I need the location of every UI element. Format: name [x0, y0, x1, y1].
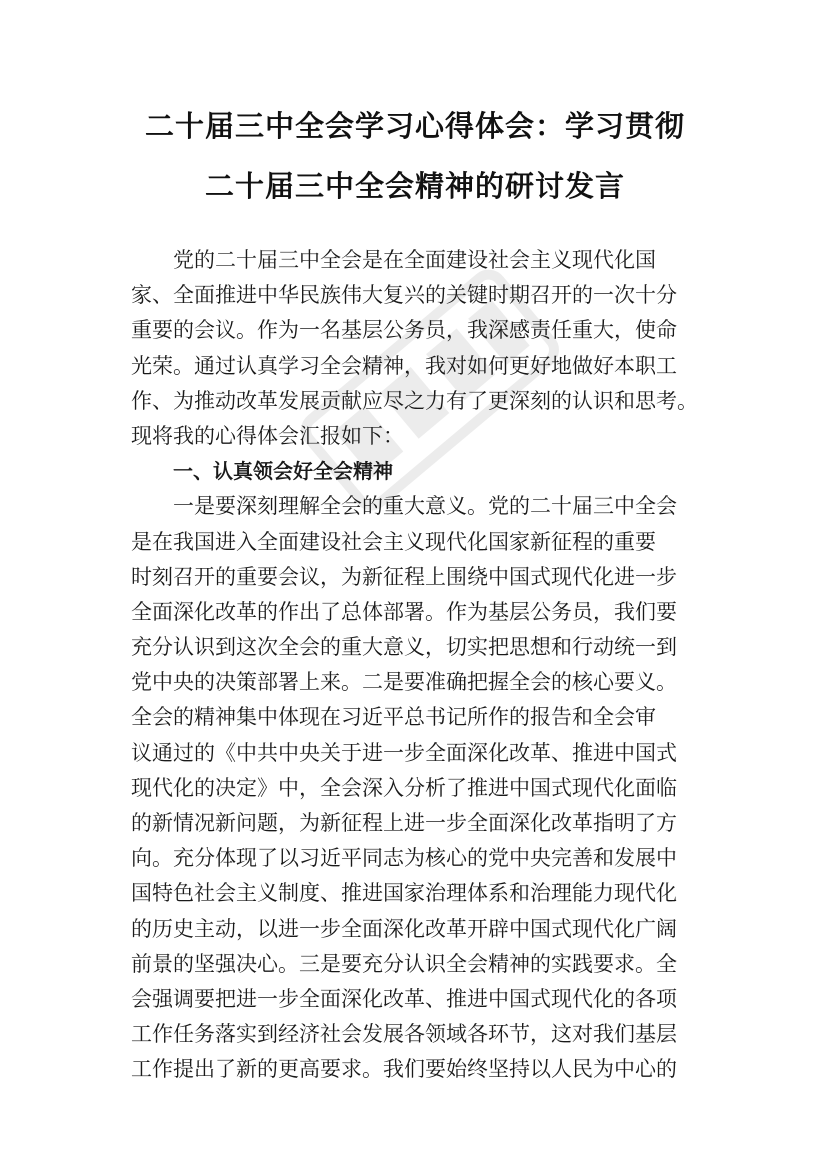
text-line: 全会的精神集中体现在习近平总书记所作的报告和全会审	[131, 705, 656, 730]
text-line: 是在我国进入全面建设社会主义现代化国家新征程的重要	[131, 529, 656, 554]
text-line: 全面深化改革的作出了总体部署。作为基层公务员，我们要	[131, 599, 677, 624]
title-line-1: 二十届三中全会学习心得体会：学习贯彻	[144, 109, 685, 143]
text-line: 议通过的《中共中央关于进一步全面深化改革、推进中国式	[131, 740, 677, 765]
text-line: 家、全面推进中华民族伟大复兴的关键时期召开的一次十分	[131, 283, 677, 308]
text-line: 前景的坚强决心。三是要充分认识全会精神的实践要求。全	[131, 951, 677, 976]
text-line: 现将我的心得体会汇报如下：	[131, 423, 404, 448]
text-line: 重要的会议。作为一名基层公务员，我深感责任重大，使命	[131, 318, 677, 343]
text-line: 党的二十届三中全会是在全面建设社会主义现代化国	[173, 248, 656, 272]
text-line: 时刻召开的重要会议，为新征程上围绕中国式现代化进一步	[131, 564, 677, 589]
title-line-2: 二十届三中全会精神的研讨发言	[204, 169, 625, 203]
text-line: 一是要深刻理解全会的重大意义。党的二十届三中全会	[173, 494, 677, 519]
text-line: 国特色社会主义制度、推进国家治理体系和治理能力现代化	[131, 881, 677, 906]
text-line: 工作提出了新的更高要求。我们要始终坚持以人民为中心的	[131, 1057, 677, 1082]
section-heading: 一、认真领会好全会精神	[173, 459, 393, 484]
text-line: 会强调要把进一步全面深化改革、推进中国式现代化的各项	[131, 986, 677, 1011]
text-line: 的新情况新问题，为新征程上进一步全面深化改革指明了方	[131, 811, 677, 835]
text-line: 作、为推动改革发展贡献应尽之力有了更深刻的认识和思考。	[131, 388, 698, 413]
text-line: 充分认识到这次全会的重大意义，切实把思想和行动统一到	[131, 635, 677, 660]
text-line: 现代化的决定》中，全会深入分析了推进中国式现代化面临	[131, 775, 677, 800]
text-line: 的历史主动，以进一步全面深化改革开辟中国式现代化广阔	[131, 916, 677, 941]
document-title	[0, 96, 830, 216]
text-line: 党中央的决策部署上来。二是要准确把握全会的核心要义。	[131, 670, 677, 695]
document-body	[131, 243, 751, 1088]
text-line: 光荣。通过认真学习全会精神，我对如何更好地做好本职工	[131, 353, 677, 378]
text-line: 向。充分体现了以习近平同志为核心的党中央完善和发展中	[131, 846, 677, 871]
text-line: 工作任务落实到经济社会发展各领域各环节，这对我们基层	[131, 1022, 677, 1047]
